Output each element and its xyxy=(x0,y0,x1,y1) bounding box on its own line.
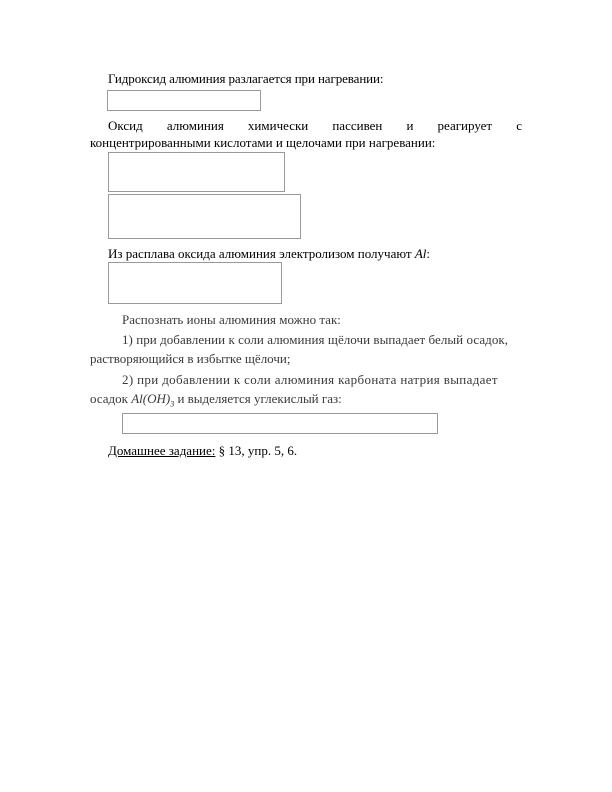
text-method-1: 1) при добавлении к соли алюминия щёлочи выпадает белый осадок, xyxy=(122,332,509,347)
answer-box-5[interactable] xyxy=(122,413,438,434)
text-p1: Гидроксид алюминия разлагается при нагревании: xyxy=(108,71,384,86)
formula-al-oh: Al(OH) xyxy=(131,391,171,406)
text-oxide-passive-line1 xyxy=(108,118,522,134)
text-gas: и выделяется углекислый газ: xyxy=(174,391,342,406)
text-recognize-ions: Распознать ионы алюминия можно так: xyxy=(122,312,341,327)
text-oxide-passive-line2: концентрированными кислотами и щелочами при нагревании: xyxy=(90,135,436,150)
text-method-1-line2: растворяющийся в избытке щёлочи; xyxy=(90,351,291,366)
word: и xyxy=(406,118,414,133)
text-electrolysis xyxy=(108,246,430,262)
answer-box-2[interactable] xyxy=(108,152,285,192)
word: алюминия xyxy=(166,118,224,133)
text-method-1-line1 xyxy=(122,332,522,348)
word: химически xyxy=(247,118,309,133)
homework-label: Домашнее задание: xyxy=(108,443,216,458)
symbol-al: Al xyxy=(414,246,427,261)
homework-text: § 13, упр. 5, 6. xyxy=(215,443,298,458)
text-hydroxide-decomposition xyxy=(108,71,383,87)
text-method-2-line2 xyxy=(90,391,342,413)
answer-box-3[interactable] xyxy=(108,194,301,239)
answer-box-4[interactable] xyxy=(108,262,282,304)
text-homework xyxy=(108,443,297,459)
answer-box-1[interactable] xyxy=(107,90,261,111)
text-p3: Из расплава оксида алюминия электролизом получают xyxy=(108,246,415,261)
text-sediment: осадок xyxy=(90,391,132,406)
word: пассивен xyxy=(332,118,383,133)
word: с xyxy=(516,118,522,133)
word: реагирует xyxy=(437,118,493,133)
formula-subscript: 3 xyxy=(170,399,175,409)
word: Оксид xyxy=(108,118,143,133)
text-method-2-line1: 2) при добавлении к соли алюминия карбоната натрия выпадает xyxy=(122,372,498,387)
text-p3-end: : xyxy=(426,246,430,261)
